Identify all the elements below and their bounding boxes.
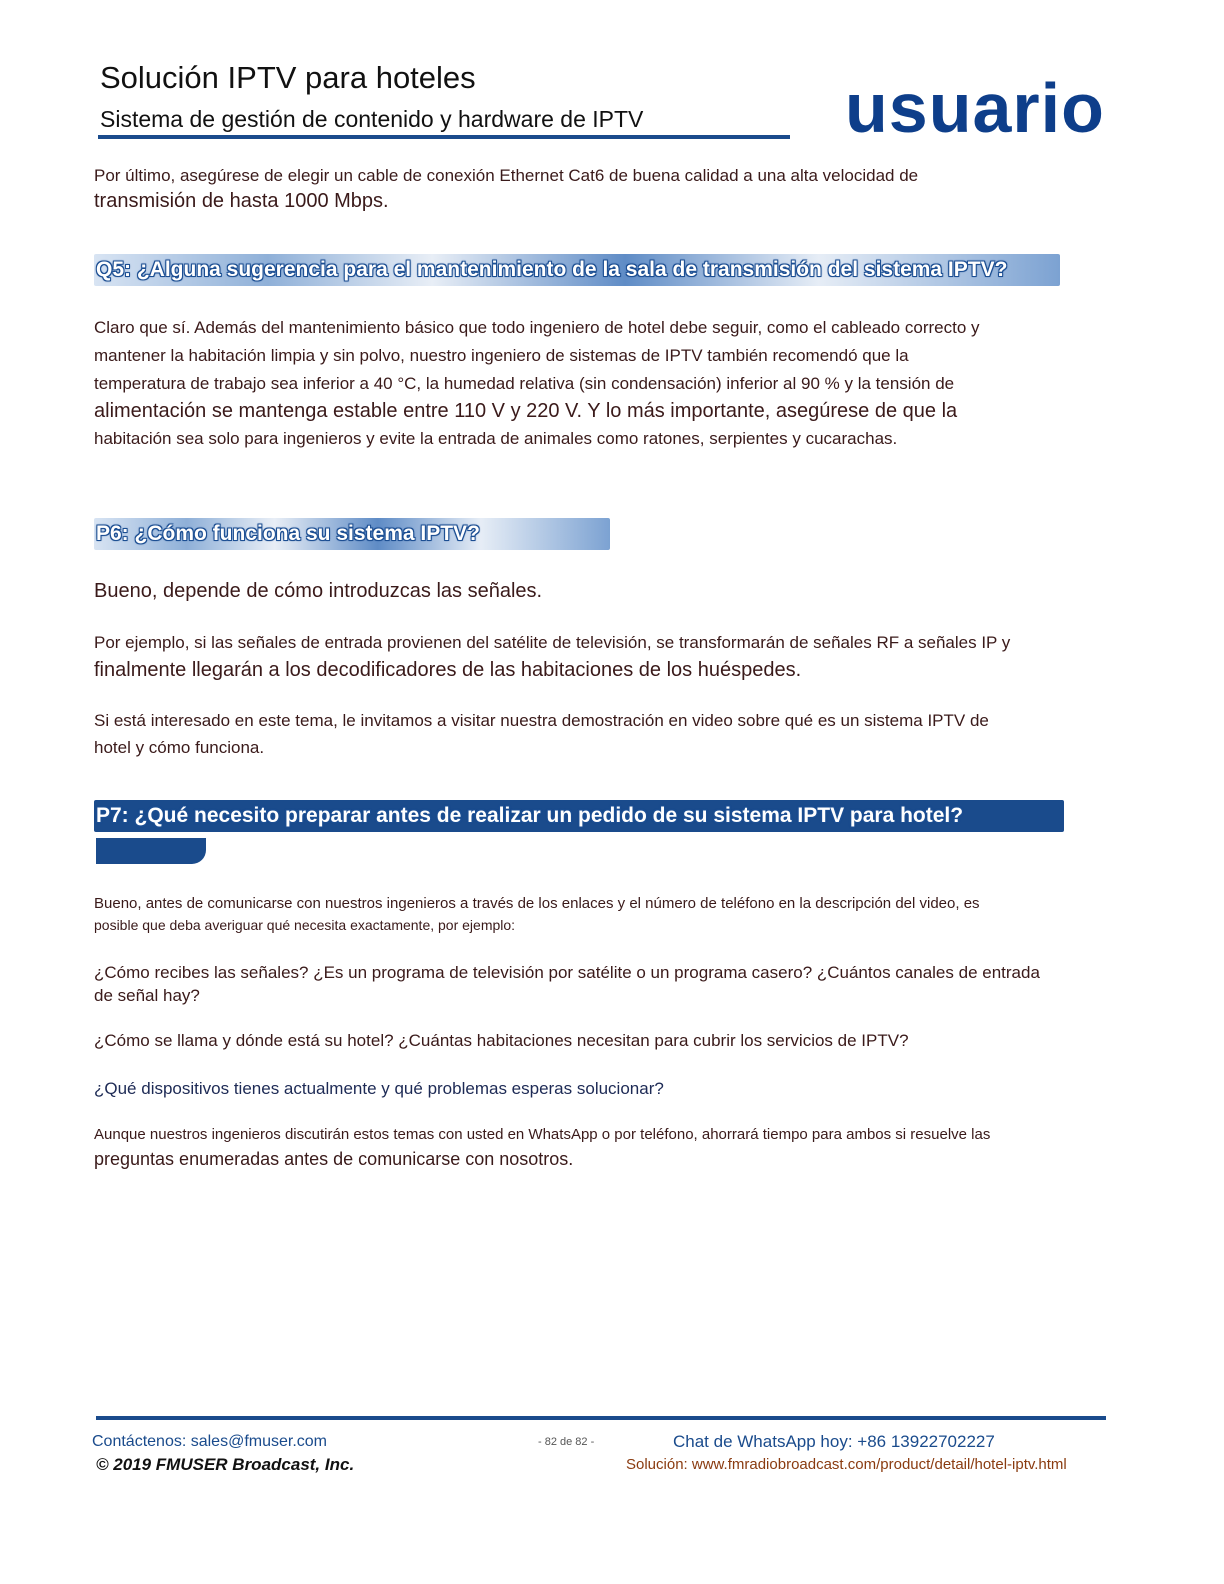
footer-divider	[96, 1416, 1106, 1420]
q5-answer-line-3: temperatura de trabajo sea inferior a 40 °C, la humedad relativa (sin condensación) inferior al 90 % y la tensión de	[94, 374, 955, 393]
q7-item-1-line-1: ¿Cómo recibes las señales? ¿Es un programa de televisión por satélite o un programa casero? ¿Cuántos canales de entrada	[94, 963, 1040, 982]
page-title: Solución IPTV para hoteles	[100, 60, 476, 95]
q7-banner-tail	[96, 838, 206, 864]
q6-answer-2-line-2: finalmente llegarán a los decodificadores de las habitaciones de los huéspedes.	[94, 659, 802, 681]
q5-answer-line-4: alimentación se mantenga estable entre 110 V y 220 V. Y lo más importante, asegúrese de que la	[94, 400, 958, 422]
copyright-notice: © 2019 FMUSER Broadcast, Inc.	[96, 1455, 355, 1474]
q6-heading: P6: ¿Cómo funciona su sistema IPTV?	[96, 522, 480, 545]
brand-logo: usuario	[845, 69, 1105, 147]
q7-closing-line-1: Aunque nuestros ingenieros discutirán estos temas con usted en WhatsApp o por teléfono, ahorrará tiempo para ambos si resuelve las	[94, 1126, 991, 1143]
q7-closing-line-2: preguntas enumeradas antes de comunicarse con nosotros.	[94, 1149, 574, 1169]
q6-answer-2-line-1: Por ejemplo, si las señales de entrada provienen del satélite de televisión, se transformarán de señales RF a señales IP y	[94, 633, 1011, 652]
intro-line-1: Por último, asegúrese de elegir un cable de conexión Ethernet Cat6 de buena calidad a una alta velocidad de	[94, 166, 919, 185]
q7-item-2: ¿Cómo se llama y dónde está su hotel? ¿Cuántas habitaciones necesitan para cubrir los servicios de IPTV?	[94, 1031, 909, 1050]
q5-answer-line-2: mantener la habitación limpia y sin polvo, nuestro ingeniero de sistemas de IPTV también recomendó que la	[94, 346, 909, 365]
q7-item-3: ¿Qué dispositivos tienes actualmente y qué problemas esperas solucionar?	[94, 1079, 664, 1098]
q5-answer-line-1: Claro que sí. Además del mantenimiento básico que todo ingeniero de hotel debe seguir, como el cableado correcto y	[94, 318, 980, 337]
page-number: - 82 de 82 -	[538, 1436, 595, 1448]
q5-answer-line-5: habitación sea solo para ingenieros y evite la entrada de animales como ratones, serpientes y cucarachas.	[94, 429, 898, 448]
intro-line-2: transmisión de hasta 1000 Mbps.	[94, 190, 389, 212]
q6-answer-1: Bueno, depende de cómo introduzcas las señales.	[94, 580, 543, 602]
q5-heading: Q5: ¿Alguna sugerencia para el mantenimiento de la sala de transmisión del sistema IPTV?	[96, 258, 1008, 281]
page-subtitle: Sistema de gestión de contenido y hardware de IPTV	[100, 106, 644, 132]
q6-answer-3-line-2: hotel y cómo funciona.	[94, 738, 265, 757]
q7-item-1-line-2: de señal hay?	[94, 986, 200, 1005]
q7-heading: P7: ¿Qué necesito preparar antes de realizar un pedido de su sistema IPTV para hotel?	[96, 804, 964, 827]
q7-intro-line-2: posible que deba averiguar qué necesita exactamente, por ejemplo:	[94, 917, 516, 933]
header-divider	[98, 135, 790, 139]
q7-intro-line-1: Bueno, antes de comunicarse con nuestros ingenieros a través de los enlaces y el número de teléfono en la descripción del video, es	[94, 895, 980, 912]
contact-email[interactable]: Contáctenos: sales@fmuser.com	[92, 1433, 328, 1450]
solution-link[interactable]: Solución: www.fmradiobroadcast.com/product/detail/hotel-iptv.html	[626, 1456, 1067, 1473]
q6-answer-3-line-1: Si está interesado en este tema, le invitamos a visitar nuestra demostración en video sobre qué es un sistema IPTV de	[94, 711, 989, 730]
whatsapp-contact[interactable]: Chat de WhatsApp hoy: +86 13922702227	[673, 1432, 995, 1451]
